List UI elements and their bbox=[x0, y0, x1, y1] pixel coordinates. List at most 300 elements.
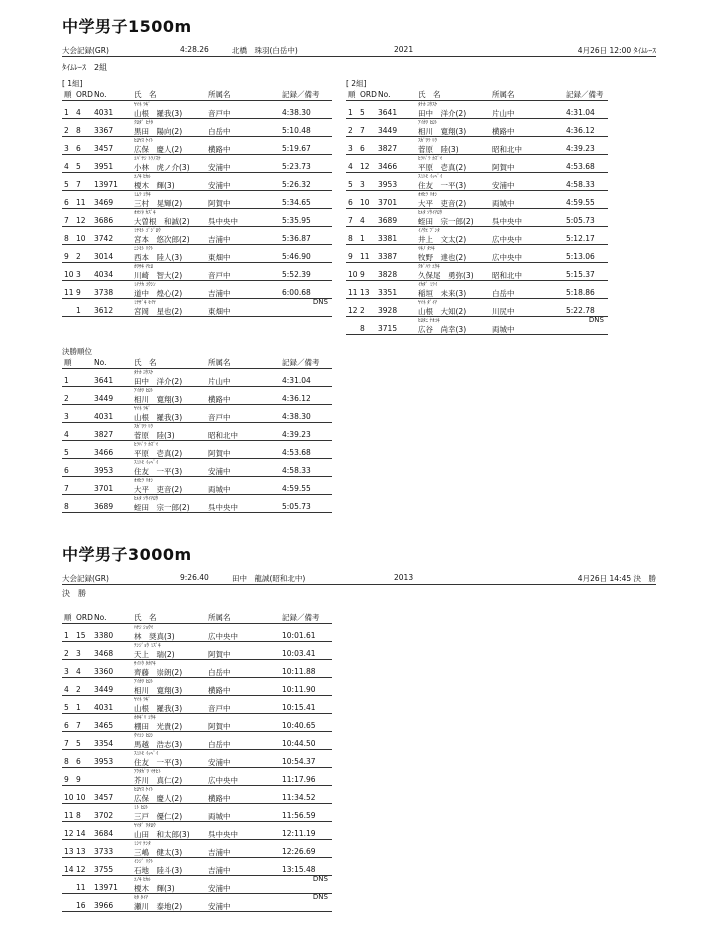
name-kana: ﾆｼﾓﾄ ﾘｸﾄ bbox=[134, 246, 154, 252]
record-cell: 4:38.30 bbox=[282, 412, 311, 421]
ord-cell: 12 bbox=[76, 216, 86, 225]
name-cell: 三戸 優仁(2) bbox=[134, 812, 183, 821]
number-cell: 3466 bbox=[378, 162, 398, 171]
event-title: 中学男子3000m bbox=[62, 545, 192, 564]
name-cell: 相川 寛翔(3) bbox=[134, 395, 183, 404]
col-no: No. bbox=[94, 90, 107, 99]
name-cell: 相川 寛翔(3) bbox=[418, 127, 467, 136]
heat-block bbox=[346, 79, 608, 335]
ord-cell: 10 bbox=[76, 793, 86, 802]
table-row bbox=[62, 459, 332, 477]
record-cell: 5:22.78 bbox=[566, 306, 595, 315]
number-cell: 3367 bbox=[94, 126, 114, 135]
record-holder: 田中 龍誠(昭和北中) bbox=[232, 574, 306, 583]
rank-cell: 7 bbox=[64, 739, 69, 748]
table-row bbox=[62, 369, 332, 387]
team-cell: 片山中 bbox=[208, 377, 231, 386]
ord-cell: 11 bbox=[360, 252, 370, 261]
event-title: 中学男子1500m bbox=[62, 17, 192, 36]
number-cell: 3953 bbox=[378, 180, 398, 189]
number-cell: 3701 bbox=[94, 484, 114, 493]
name-kana: ﾊﾔｼ ｼｮｳﾏ bbox=[134, 625, 154, 631]
rank-cell: 14 bbox=[64, 865, 74, 874]
name-cell: 三村 晃輝(2) bbox=[134, 199, 183, 208]
name-cell: 大曽根 和誠(2) bbox=[134, 217, 190, 226]
name-kana: ﾔﾏﾈ ﾀﾞｲﾁ bbox=[418, 300, 438, 306]
rank-cell: 4 bbox=[64, 430, 69, 439]
name-cell: 棚田 光貴(2) bbox=[134, 722, 183, 731]
ord-cell: 9 bbox=[76, 288, 81, 297]
name-cell: 林 奨真(3) bbox=[134, 632, 175, 641]
rank-cell: 8 bbox=[348, 234, 353, 243]
team-cell: 阿賀中 bbox=[492, 163, 515, 172]
ord-cell: 3 bbox=[76, 649, 81, 658]
table-row bbox=[62, 441, 332, 459]
team-cell: 阿賀中 bbox=[208, 722, 231, 731]
rank-cell: 1 bbox=[348, 108, 353, 117]
team-cell: 安浦中 bbox=[208, 902, 231, 911]
rank-cell: 6 bbox=[64, 721, 69, 730]
rank-cell: 12 bbox=[64, 829, 74, 838]
rank-cell: 1 bbox=[64, 631, 69, 640]
col-name: 氏 名 bbox=[134, 613, 157, 622]
dns-flag: DNS bbox=[312, 893, 328, 901]
table-row bbox=[346, 245, 608, 263]
name-kana: ﾐｼﾏ ｹﾝﾀ bbox=[134, 841, 151, 847]
number-cell: 3827 bbox=[378, 144, 398, 153]
table-row bbox=[62, 804, 332, 822]
name-kana: ﾋﾛﾔｽ ｹｲﾄ bbox=[134, 787, 154, 793]
team-cell: 東畑中 bbox=[208, 253, 231, 262]
record-cell: 4:38.30 bbox=[282, 108, 311, 117]
record-cell: 5:13.06 bbox=[566, 252, 595, 261]
number-cell: 3354 bbox=[94, 739, 114, 748]
number-cell: 13971 bbox=[94, 180, 118, 189]
record-cell: 4:36.12 bbox=[282, 394, 311, 403]
name-cell: 牧野 達也(2) bbox=[418, 253, 467, 262]
name-kana: ﾔﾏﾈ ﾗｷﾞ bbox=[134, 102, 151, 108]
record-cell: 12:11.19 bbox=[282, 829, 316, 838]
rank-cell: 11 bbox=[64, 288, 74, 297]
table-row bbox=[346, 227, 608, 245]
name-cell: 山田 和太郎(3) bbox=[134, 830, 190, 839]
table-row bbox=[62, 786, 332, 804]
record-cell: 4:39.23 bbox=[282, 430, 311, 439]
ord-cell: 3 bbox=[76, 270, 81, 279]
team-cell: 安浦中 bbox=[492, 181, 515, 190]
table-row bbox=[346, 155, 608, 173]
team-cell: 横路中 bbox=[208, 395, 231, 404]
name-cell: 山根 大知(2) bbox=[418, 307, 467, 316]
name-kana: ｸﾎﾞﾊﾗ ﾕｳｷ bbox=[418, 264, 440, 270]
record-cell: 5:15.37 bbox=[566, 270, 595, 279]
name-cell: 広保 慶人(2) bbox=[134, 794, 183, 803]
name-kana: ｱｲｶﾜ ﾋﾛﾄ bbox=[418, 120, 438, 126]
team-cell: 安浦中 bbox=[208, 758, 231, 767]
rank-cell: 5 bbox=[64, 448, 69, 457]
rank-cell: 11 bbox=[348, 288, 358, 297]
number-cell: 3351 bbox=[378, 288, 398, 297]
ord-cell: 12 bbox=[360, 162, 370, 171]
number-cell: 3742 bbox=[94, 234, 114, 243]
number-cell: 3465 bbox=[94, 721, 114, 730]
col-team: 所属名 bbox=[208, 613, 231, 622]
table-row bbox=[62, 768, 332, 786]
table-header bbox=[62, 612, 332, 624]
name-kana: ﾀﾅｶ ﾖｳｽｹ bbox=[418, 102, 438, 108]
record-cell: 4:39.23 bbox=[566, 144, 595, 153]
number-cell: 3686 bbox=[94, 216, 114, 225]
dns-flag: DNS bbox=[588, 316, 604, 324]
col-rank: 順 bbox=[64, 358, 72, 367]
team-cell: 安浦中 bbox=[208, 181, 231, 190]
col-rank: 順 bbox=[64, 90, 72, 99]
col-rec: 記録／備考 bbox=[282, 90, 320, 99]
col-name: 氏 名 bbox=[134, 358, 157, 367]
name-kana: ﾐﾔｻﾞｷ ｾｲﾔ bbox=[134, 300, 156, 306]
rank-cell: 7 bbox=[64, 484, 69, 493]
name-cell: 山根 羅我(3) bbox=[134, 704, 183, 713]
number-cell: 3755 bbox=[94, 865, 114, 874]
team-cell: 呉中央中 bbox=[208, 217, 238, 226]
dns-flag: DNS bbox=[312, 298, 328, 306]
record-cell: 5:12.17 bbox=[566, 234, 595, 243]
team-cell: 吉浦中 bbox=[208, 848, 231, 857]
col-rank: 順 bbox=[348, 90, 356, 99]
name-cell: 山根 羅我(3) bbox=[134, 413, 183, 422]
rank-cell: 6 bbox=[348, 198, 353, 207]
team-cell: 横路中 bbox=[208, 686, 231, 695]
name-cell: 住友 一平(3) bbox=[418, 181, 467, 190]
number-cell: 3449 bbox=[94, 394, 114, 403]
name-kana: ﾐﾁﾅｶ ｺｳｼﾝ bbox=[134, 282, 156, 288]
record-cell: 4:31.04 bbox=[282, 376, 311, 385]
ord-cell: 7 bbox=[360, 126, 365, 135]
name-kana: ｳﾏｺｼ ﾋﾛｼ bbox=[134, 733, 154, 739]
heat-label: [ 2組] bbox=[346, 79, 367, 88]
name-kana: ｴﾉｷ ﾋｶﾙ bbox=[134, 174, 151, 180]
rank-cell: 10 bbox=[348, 270, 358, 279]
name-kana: ﾋﾛﾔｽ ｹｲﾄ bbox=[134, 138, 154, 144]
ord-cell: 13 bbox=[76, 847, 86, 856]
team-cell: 東畑中 bbox=[208, 307, 231, 316]
ord-cell: 8 bbox=[360, 324, 365, 333]
rank-cell: 10 bbox=[64, 793, 74, 802]
table-row bbox=[62, 858, 332, 876]
table-row bbox=[62, 155, 332, 173]
table-row bbox=[62, 642, 332, 660]
team-cell: 音戸中 bbox=[208, 704, 231, 713]
team-cell: 安浦中 bbox=[208, 884, 231, 893]
name-cell: 黒田 陽向(2) bbox=[134, 127, 183, 136]
number-cell: 3702 bbox=[94, 811, 114, 820]
number-cell: 3387 bbox=[378, 252, 398, 261]
name-cell: 西本 陸人(3) bbox=[134, 253, 183, 262]
col-team: 所属名 bbox=[208, 90, 231, 99]
team-cell: 呉中央中 bbox=[208, 503, 238, 512]
number-cell: 3827 bbox=[94, 430, 114, 439]
table-row bbox=[62, 678, 332, 696]
team-cell: 広中央中 bbox=[208, 632, 238, 641]
rank-cell: 7 bbox=[64, 216, 69, 225]
team-cell: 吉浦中 bbox=[208, 866, 231, 875]
rank-cell: 4 bbox=[64, 162, 69, 171]
number-cell: 3684 bbox=[94, 829, 114, 838]
name-kana: ﾋﾗﾊﾞﾗ ｶｽﾞﾏ bbox=[418, 156, 443, 162]
record-cell: 5:46.90 bbox=[282, 252, 311, 261]
name-cell: 田中 洋介(2) bbox=[134, 377, 183, 386]
record-cell: 5:35.95 bbox=[282, 216, 311, 225]
ord-cell: 9 bbox=[76, 775, 81, 784]
record-cell: 5:10.48 bbox=[282, 126, 311, 135]
table-row bbox=[62, 495, 332, 513]
team-cell: 吉浦中 bbox=[208, 235, 231, 244]
rank-cell: 9 bbox=[64, 775, 69, 784]
number-cell: 3951 bbox=[94, 162, 114, 171]
name-kana: ﾋﾙﾀ ｿｳｲﾁﾛｳ bbox=[134, 496, 159, 502]
table-row bbox=[62, 405, 332, 423]
record-cell: 12:26.69 bbox=[282, 847, 316, 856]
col-team: 所属名 bbox=[208, 358, 231, 367]
name-kana: ｶﾀｷﾞﾘ ｺｳｷ bbox=[134, 715, 156, 721]
ord-cell: 4 bbox=[76, 108, 81, 117]
team-cell: 阿賀中 bbox=[208, 449, 231, 458]
rank-cell: 3 bbox=[64, 667, 69, 676]
heat-label: [ 1組] bbox=[62, 79, 83, 88]
name-cell: 瀬川 泰地(2) bbox=[134, 902, 183, 911]
team-cell: 呉中央中 bbox=[492, 217, 522, 226]
number-cell: 3641 bbox=[378, 108, 398, 117]
number-cell: 3689 bbox=[378, 216, 398, 225]
team-cell: 阿賀中 bbox=[208, 650, 231, 659]
table-row bbox=[346, 173, 608, 191]
round-subtitle: 決 勝 bbox=[62, 589, 86, 598]
number-cell: 3828 bbox=[378, 270, 398, 279]
rank-cell: 4 bbox=[64, 685, 69, 694]
rank-cell: 9 bbox=[64, 252, 69, 261]
number-cell: 3641 bbox=[94, 376, 114, 385]
name-kana: ﾔﾏﾈ ﾗｷﾞ bbox=[134, 697, 151, 703]
ord-cell: 6 bbox=[76, 757, 81, 766]
name-kana: ﾔﾏﾈ ﾗｷﾞ bbox=[134, 406, 151, 412]
ord-cell: 4 bbox=[76, 667, 81, 676]
team-cell: 呉中央中 bbox=[208, 830, 238, 839]
ord-cell: 1 bbox=[360, 234, 365, 243]
ord-cell: 1 bbox=[76, 306, 81, 315]
ord-cell: 14 bbox=[76, 829, 86, 838]
team-cell: 音戸中 bbox=[208, 413, 231, 422]
name-cell: 馬越 浩志(3) bbox=[134, 740, 183, 749]
team-cell: 白岳中 bbox=[208, 668, 231, 677]
name-cell: 小林 虎ノ介(3) bbox=[134, 163, 190, 172]
ord-cell: 5 bbox=[76, 162, 81, 171]
ord-cell: 10 bbox=[360, 198, 370, 207]
number-cell: 3468 bbox=[94, 649, 114, 658]
table-row bbox=[346, 299, 608, 317]
record-year: 2021 bbox=[394, 45, 414, 54]
record-holder: 北橋 珠羽(白岳中) bbox=[232, 46, 298, 55]
name-kana: ｽｶﾞﾜﾗ ﾘｸ bbox=[418, 138, 438, 144]
name-kana: ｴﾉｷ ﾋｶﾙ bbox=[134, 877, 151, 883]
name-kana: ｵｵｿﾈ ｶｽﾞｷ bbox=[134, 210, 156, 216]
table-row bbox=[62, 119, 332, 137]
rank-cell: 2 bbox=[348, 126, 353, 135]
team-cell: 音戸中 bbox=[208, 109, 231, 118]
rank-cell: 5 bbox=[64, 703, 69, 712]
name-kana: ｵｵﾋﾗ ﾘｵﾝ bbox=[134, 478, 154, 484]
event-datetime: 4月26日 14:45 決 勝 bbox=[577, 574, 656, 583]
ord-cell: 3 bbox=[360, 180, 365, 189]
ord-cell: 5 bbox=[76, 739, 81, 748]
record-cell: 5:36.87 bbox=[282, 234, 311, 243]
record-cell: 5:18.86 bbox=[566, 288, 595, 297]
team-cell: 白岳中 bbox=[208, 127, 231, 136]
rank-cell: 3 bbox=[64, 412, 69, 421]
table-row bbox=[62, 732, 332, 750]
rank-cell: 3 bbox=[348, 144, 353, 153]
table-header bbox=[346, 89, 608, 101]
name-kana: ｸﾛﾀﾞ ﾋﾅﾀ bbox=[134, 120, 154, 126]
name-cell: 平原 壱真(2) bbox=[134, 449, 183, 458]
rank-cell: 5 bbox=[348, 180, 353, 189]
number-cell: 4034 bbox=[94, 270, 114, 279]
table-row bbox=[62, 696, 332, 714]
record-label: 大会記録(GR) bbox=[62, 46, 109, 55]
record-cell: 13:15.48 bbox=[282, 865, 316, 874]
rank-cell: 5 bbox=[64, 180, 69, 189]
col-no: No. bbox=[94, 358, 107, 367]
number-cell: 3469 bbox=[94, 198, 114, 207]
table-row bbox=[62, 173, 332, 191]
event-datetime: 4月26日 12:00 ﾀｲﾑﾚｰｽ bbox=[577, 46, 656, 55]
name-cell: 田中 洋介(2) bbox=[418, 109, 467, 118]
name-cell: 宮岡 星也(2) bbox=[134, 307, 183, 316]
final-label: 決勝順位 bbox=[62, 347, 92, 356]
col-rec: 記録／備考 bbox=[566, 90, 604, 99]
rank-cell: 8 bbox=[64, 757, 69, 766]
record-cell: 10:40.65 bbox=[282, 721, 316, 730]
heat-block bbox=[62, 79, 332, 317]
number-cell: 3733 bbox=[94, 847, 114, 856]
team-cell: 片山中 bbox=[492, 109, 515, 118]
record-cell: 10:11.88 bbox=[282, 667, 316, 676]
record-cell: 5:05.73 bbox=[566, 216, 595, 225]
final-standings bbox=[62, 347, 332, 513]
name-cell: 大平 吏音(2) bbox=[134, 485, 183, 494]
table-row bbox=[62, 477, 332, 495]
record-year: 2013 bbox=[394, 573, 414, 582]
team-cell: 両城中 bbox=[208, 485, 231, 494]
record-cell: 10:03.41 bbox=[282, 649, 316, 658]
record-time: 4:28.26 bbox=[180, 45, 209, 54]
team-cell: 阿賀中 bbox=[208, 199, 231, 208]
ord-cell: 2 bbox=[76, 252, 81, 261]
rank-cell: 12 bbox=[348, 306, 358, 315]
record-cell: 11:17.96 bbox=[282, 775, 316, 784]
name-kana: ｲｶﾀﾞ ﾐﾗｲ bbox=[418, 282, 438, 288]
number-cell: 3689 bbox=[94, 502, 114, 511]
number-cell: 3715 bbox=[378, 324, 398, 333]
team-cell: 川尻中 bbox=[492, 307, 515, 316]
col-rank: 順 bbox=[64, 613, 72, 622]
record-cell: 4:59.55 bbox=[282, 484, 311, 493]
name-kana: ｵｵﾋﾗ ﾘｵﾝ bbox=[418, 192, 438, 198]
team-cell: 両城中 bbox=[492, 199, 515, 208]
record-cell: 4:36.12 bbox=[566, 126, 595, 135]
table-row bbox=[62, 387, 332, 405]
name-cell: 相川 寛翔(3) bbox=[134, 686, 183, 695]
ord-cell: 1 bbox=[76, 703, 81, 712]
team-cell: 音戸中 bbox=[208, 271, 231, 280]
number-cell: 3449 bbox=[94, 685, 114, 694]
name-kana: ﾐﾔﾓﾄ ｺﾞｼﾞﾛｳ bbox=[134, 228, 161, 234]
table-row bbox=[62, 191, 332, 209]
rank-cell: 10 bbox=[64, 270, 74, 279]
meet-record-line bbox=[62, 572, 656, 585]
name-kana: ｶﾜｻｷ ﾁﾋﾛ bbox=[134, 264, 154, 270]
ord-cell: 8 bbox=[76, 811, 81, 820]
table-row bbox=[346, 263, 608, 281]
ord-cell: 2 bbox=[76, 685, 81, 694]
table-row bbox=[62, 840, 332, 858]
rank-cell: 1 bbox=[64, 108, 69, 117]
record-cell: 4:31.04 bbox=[566, 108, 595, 117]
record-cell: 11:34.52 bbox=[282, 793, 316, 802]
name-cell: 広保 慶人(2) bbox=[134, 145, 183, 154]
number-cell: 3966 bbox=[94, 901, 114, 910]
meet-record-line bbox=[62, 44, 656, 57]
rank-cell: 8 bbox=[64, 502, 69, 511]
record-cell: 4:58.33 bbox=[282, 466, 311, 475]
team-cell: 横路中 bbox=[208, 145, 231, 154]
name-cell: 蛭田 宗一郎(2) bbox=[134, 503, 190, 512]
name-kana: ｲｼｼﾞ ﾘｸﾄ bbox=[134, 859, 154, 865]
name-kana: ｺﾊﾞﾔｼ ﾄﾗﾉｽｹ bbox=[134, 156, 161, 162]
name-cell: 平原 壱真(2) bbox=[418, 163, 467, 172]
rank-cell: 8 bbox=[64, 234, 69, 243]
number-cell: 3701 bbox=[378, 198, 398, 207]
col-no: No. bbox=[94, 613, 107, 622]
table-row bbox=[346, 137, 608, 155]
name-cell: 広谷 尚幸(3) bbox=[418, 325, 467, 334]
record-cell: 5:23.73 bbox=[282, 162, 311, 171]
table-row bbox=[62, 209, 332, 227]
rank-cell: 3 bbox=[64, 144, 69, 153]
number-cell: 3953 bbox=[94, 757, 114, 766]
name-kana: ﾋﾗﾊﾞﾗ ｶｽﾞﾏ bbox=[134, 442, 159, 448]
name-kana: ﾐﾑﾗ ｺｳｷ bbox=[134, 192, 151, 198]
table-row bbox=[346, 119, 608, 137]
rank-cell: 6 bbox=[64, 466, 69, 475]
record-cell: 10:15.41 bbox=[282, 703, 316, 712]
ord-cell: 10 bbox=[76, 234, 86, 243]
final-results bbox=[62, 612, 332, 912]
table-row bbox=[62, 624, 332, 642]
number-cell: 3014 bbox=[94, 252, 114, 261]
team-cell: 昭和北中 bbox=[492, 271, 522, 280]
col-name: 氏 名 bbox=[418, 90, 441, 99]
name-kana: ﾏｷﾉ ﾀﾂｷ bbox=[418, 246, 435, 252]
name-kana: ｻｲﾄｳ ﾀｶｱｷ bbox=[134, 661, 156, 667]
name-kana: ﾔﾏﾀﾞ ﾜﾀﾛｳ bbox=[134, 823, 156, 829]
record-cell: 4:59.55 bbox=[566, 198, 595, 207]
team-cell: 昭和北中 bbox=[492, 145, 522, 154]
team-cell: 昭和北中 bbox=[208, 431, 238, 440]
record-label: 大会記録(GR) bbox=[62, 574, 109, 583]
name-cell: 住友 一平(3) bbox=[134, 467, 183, 476]
name-kana: ｽﾐﾄﾓ ｲｯﾍﾟｲ bbox=[418, 174, 443, 180]
number-cell: 4031 bbox=[94, 412, 114, 421]
